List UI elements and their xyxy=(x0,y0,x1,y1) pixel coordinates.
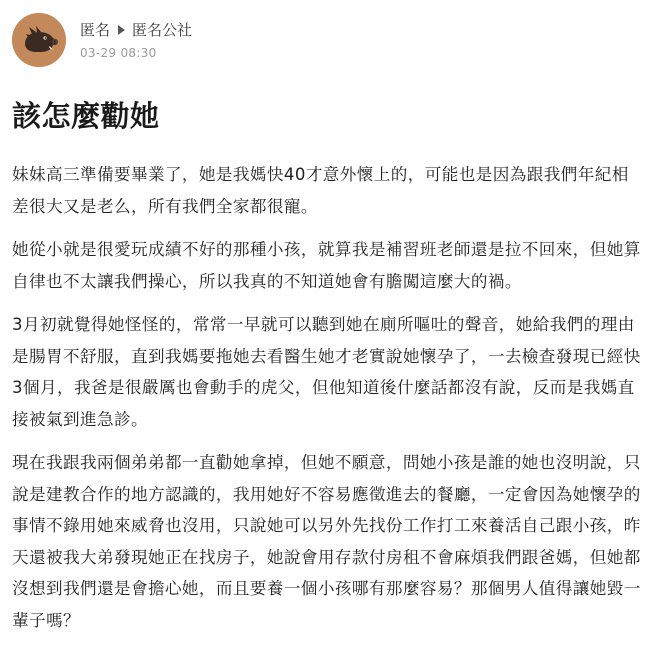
post-meta xyxy=(80,20,192,61)
post-paragraph: 她從小就是很愛玩成績不好的那種小孩，就算我是補習班老師還是拉不回來，但她算自律也不太讓我們操心，所以我真的不知道她會有膽闖這麼大的禍。 xyxy=(12,240,641,291)
author-line xyxy=(80,20,192,40)
post-body xyxy=(12,159,644,648)
board-name[interactable]: 匿名公社 xyxy=(132,20,193,39)
post-header xyxy=(12,12,192,68)
post-paragraph: 現在我跟我兩個弟弟都一直勸她拿掉，但她不願意，問她小孩是誰的她也沒明說，只說是建教合作的地方認識的，我用她好不容易應徵進去的餐廳，一定會因為她懷孕的事情不錄用她來威脅也沒用，只說她可以另外先找份工作打工來養活自己跟小孩，昨天還被我大弟發現她正在找房子，她說會用存款付房租不會麻煩我們跟爸媽，但她都沒想到我們還是會擔心她，而且要養一個小孩哪有那麼容易？那個男人值得讓她毀一輩子嗎？ xyxy=(12,453,641,630)
boar-avatar-icon[interactable] xyxy=(12,13,66,67)
post-paragraph: 3月初就覺得她怪怪的，常常一早就可以聽到她在廁所嘔吐的聲音，她給我們的理由是腸胃不舒服，直到我媽要拖她去看醫生她才老實說她懷孕了，一去檢查發現已經快3個月，我爸是很嚴厲也會動手的虎父，但他知道後什麼話都沒有說，反而是我媽直接被氣到進急診。 xyxy=(12,315,641,429)
post-paragraph: 妹妹高三準備要畢業了，她是我媽快40才意外懷上的，可能也是因為跟我們年紀相差很大又是老么，所有我們全家都很寵。 xyxy=(12,165,629,216)
post-title: 該怎麼勸她 xyxy=(12,99,160,133)
post-timestamp: 03-29 08:30 xyxy=(80,45,157,60)
author-name[interactable]: 匿名 xyxy=(80,20,111,39)
caret-right-icon xyxy=(118,25,125,35)
